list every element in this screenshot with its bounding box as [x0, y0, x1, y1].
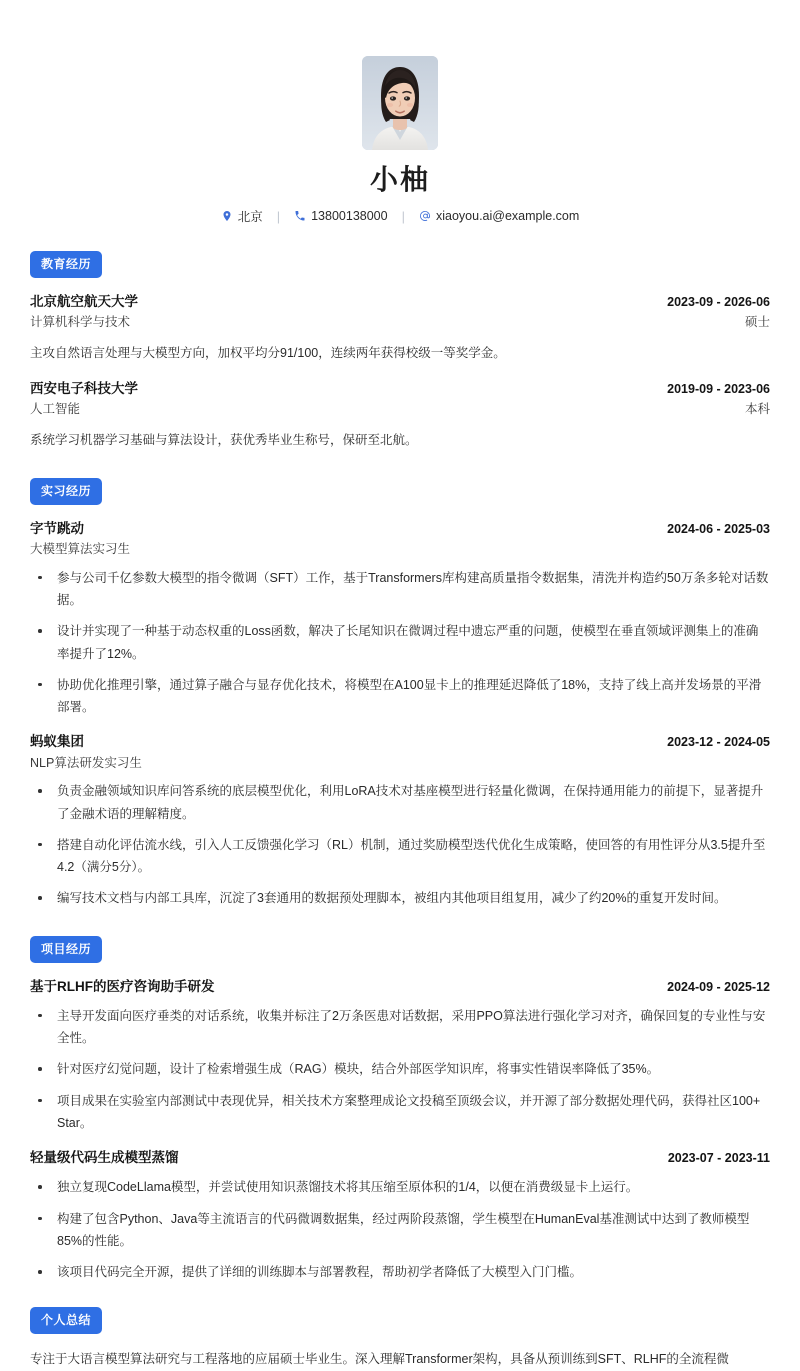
list-item: 独立复现CodeLlama模型，并尝试使用知识蒸馏技术将其压缩至原体积的1/4，以便在消费级显卡上运行。	[30, 1176, 770, 1198]
project-bullet-list	[30, 1005, 770, 1134]
education-school: 北京航空航天大学	[30, 294, 138, 309]
internship-role: 大模型算法实习生	[30, 542, 131, 556]
list-item: 搭建自动化评估流水线，引入人工反馈强化学习（RL）机制，通过奖励模型迭代优化生成策略，使回答的有用性评分从3.5提升至4.2（满分5分）。	[30, 834, 770, 879]
project-date: 2024-09 - 2025-12	[667, 979, 770, 994]
phone-icon	[294, 210, 306, 222]
entry-subheader	[30, 313, 770, 332]
list-item: 参与公司千亿参数大模型的指令微调（SFT）工作，基于Transformers库构建高质量指令数据集，清洗并构造约50万条多轮对话数据。	[30, 567, 770, 612]
project-name: 基于RLHF的医疗咨询助手研发	[30, 978, 215, 994]
project-bullet-list	[30, 1176, 770, 1283]
contact-separator-2: |	[401, 208, 405, 224]
section-summary	[30, 1307, 770, 1370]
entry-header	[30, 292, 770, 312]
project-name: 轻量级代码生成模型蒸馏	[30, 1150, 179, 1165]
education-major: 人工智能	[30, 402, 81, 417]
section-badge-internship: 实习经历	[30, 478, 102, 505]
entry-header	[30, 977, 770, 997]
location-pin-icon	[221, 210, 233, 222]
section-project	[30, 936, 770, 1284]
internship-date: 2023-12 - 2024-05	[667, 735, 770, 750]
entry-header	[30, 379, 770, 399]
section-education	[30, 251, 770, 452]
list-item: 主导开发面向医疗垂类的对话系统，收集并标注了2万条医患对话数据，采用PPO算法进行强化学习对齐，确保回复的专业性与安全性。	[30, 1005, 770, 1050]
internship-company: 蚂蚁集团	[30, 734, 84, 750]
education-major: 计算机科学与技术	[30, 315, 131, 330]
entry-subheader	[30, 400, 770, 419]
contact-phone	[294, 209, 387, 223]
contact-email-label: xiaoyou.ai@example.com	[435, 209, 580, 223]
section-internship	[30, 478, 770, 910]
contact-phone-label: 13800138000	[311, 209, 388, 223]
list-item: 针对医疗幻觉问题，设计了检索增强生成（RAG）模块，结合外部医学知识库，将事实性错误率降低了35%。	[30, 1058, 770, 1080]
resume-header	[30, 0, 770, 225]
internship-entry	[30, 519, 770, 719]
internship-date: 2024-06 - 2025-03	[667, 521, 770, 536]
entry-subheader	[30, 540, 770, 559]
list-item: 项目成果在实验室内部测试中表现优异，相关技术方案整理成论文投稿至顶级会议，并开源了部分数据处理代码，获得社区100+ Star。	[30, 1090, 770, 1135]
education-date: 2023-09 - 2026-06	[667, 295, 770, 309]
contact-location-label: 北京	[237, 210, 263, 224]
email-icon	[419, 210, 431, 222]
entry-subheader	[30, 754, 770, 773]
list-item: 设计并实现了一种基于动态权重的Loss函数，解决了长尾知识在微调过程中遗忘严重的问题，使模型在垂直领域评测集上的准确率提升了12%。	[30, 620, 770, 665]
list-item: 该项目代码完全开源，提供了详细的训练脚本与部署教程，帮助初学者降低了大模型入门门槛。	[30, 1261, 770, 1283]
contact-separator-1: |	[276, 208, 281, 224]
avatar	[362, 56, 438, 150]
section-badge-project: 项目经历	[30, 936, 102, 963]
entry-header	[30, 1148, 770, 1168]
project-date: 2023-07 - 2023-11	[667, 1151, 770, 1165]
education-description: 主攻自然语言处理与大模型方向，加权平均分91/100，连续两年获得校级一等奖学金。	[30, 346, 506, 360]
education-entry	[30, 379, 770, 452]
section-badge-education: 教育经历	[30, 251, 102, 278]
entry-header	[30, 519, 770, 539]
list-item: 编写技术文档与内部工具库，沉淀了3套通用的数据预处理脚本，被组内其他项目组复用，减少了约20%的重复开发时间。	[30, 887, 770, 909]
internship-bullet-list	[30, 567, 770, 719]
internship-role: NLP算法研发实习生	[30, 755, 142, 770]
section-badge-summary: 个人总结	[30, 1307, 102, 1334]
contact-row	[30, 207, 770, 225]
project-entry	[30, 977, 770, 1135]
education-date: 2019-09 - 2023-06	[667, 381, 770, 396]
project-entry	[30, 1148, 770, 1283]
education-entry	[30, 292, 770, 365]
education-school: 西安电子科技大学	[30, 380, 138, 396]
entry-header	[30, 732, 770, 752]
internship-entry	[30, 732, 770, 909]
list-item: 构建了包含Python、Java等主流语言的代码微调数据集，经过两阶段蒸馏，学生模型在HumanEval基准测试中达到了教师模型85%的性能。	[30, 1208, 770, 1253]
summary-text: 专注于大语言模型算法研究与工程落地的应届硕士毕业生。深入理解Transformer架构，具备从预训练到SFT、RLHF的全流程微	[30, 1352, 729, 1367]
list-item: 协助优化推理引擎，通过算子融合与显存优化技术，将模型在A100显卡上的推理延迟降低了18%，支持了线上高并发场景的平滑部署。	[30, 674, 770, 719]
education-degree: 硕士	[744, 315, 770, 330]
page-title: 小柚	[369, 164, 430, 195]
list-item: 负责金融领域知识库问答系统的底层模型优化，利用LoRA技术对基座模型进行轻量化微调，在保持通用能力的前提下，显著提升了金融术语的理解精度。	[30, 780, 770, 825]
internship-bullet-list	[30, 780, 770, 909]
education-degree: 本科	[744, 402, 770, 417]
contact-email	[419, 209, 579, 223]
education-description: 系统学习机器学习基础与算法设计，获优秀毕业生称号，保研至北航。	[30, 432, 418, 447]
contact-location	[221, 207, 263, 225]
internship-company: 字节跳动	[30, 520, 84, 536]
